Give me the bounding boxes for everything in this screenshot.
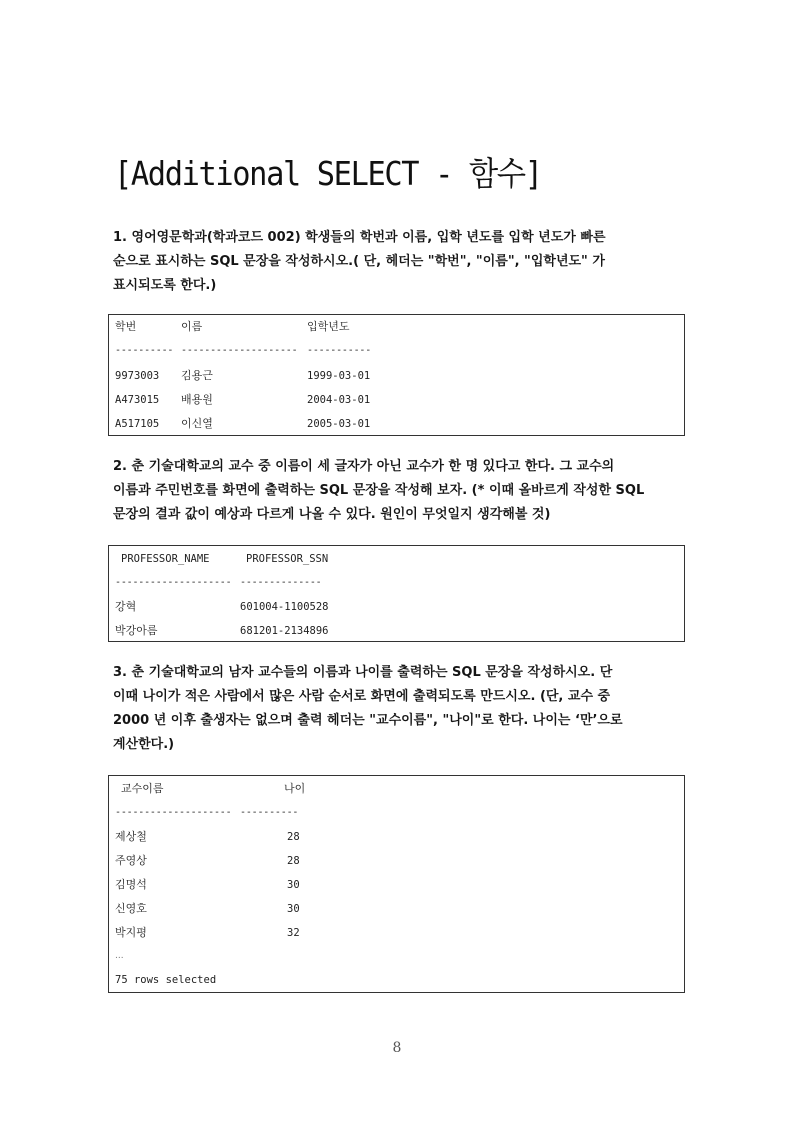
question-3-line: 이때 나이가 적은 사람에서 많은 사람 순서로 화면에 출력되도록 만드시오. (단, 교수 중 [113, 689, 611, 704]
column-header: 학번 [115, 320, 137, 333]
entrance-date: 1999-03-01 [307, 370, 371, 382]
question-2-line: 문장의 결과 값이 예상과 다르게 나올 수 있다. 원인이 무엇일지 생각해볼 것) [113, 507, 551, 522]
question-3-line: 계산한다.) [113, 737, 175, 752]
result-footer-row [109, 970, 684, 990]
table-row [109, 414, 684, 434]
table-row [109, 827, 684, 847]
table-row [109, 923, 684, 943]
student-name: 김용근 [181, 369, 213, 382]
column-header: 입학년도 [307, 320, 350, 333]
question-2 [113, 455, 698, 527]
question-2-line: 2. 춘 기술대학교의 교수 중 이름이 세 글자가 아닌 교수가 한 명 있다고 한다. 그 교수의 [113, 459, 615, 474]
result-header-row [109, 549, 684, 569]
column-header: PROFESSOR_SSN [246, 553, 329, 565]
result-box-2 [108, 545, 685, 642]
separator: -------------------- [181, 345, 298, 356]
student-id: A473015 [115, 394, 160, 406]
ellipsis-row [109, 946, 684, 966]
professor-age: 30 [287, 879, 300, 891]
professor-name: 강혁 [115, 600, 137, 613]
entrance-date: 2004-03-01 [307, 394, 371, 406]
professor-age: 28 [287, 831, 300, 843]
table-row [109, 366, 684, 386]
question-3-line: 2000 년 이후 출생자는 없으며 출력 헤더는 "교수이름", "나이"로 한다. 나이는 ‘만’으로 [113, 713, 623, 728]
student-name: 배용원 [181, 393, 213, 406]
professor-name: 박지평 [115, 926, 147, 939]
result-header-row [109, 317, 684, 337]
result-separator-row [109, 341, 684, 361]
column-header: 이름 [181, 320, 203, 333]
question-1-line: 표시되도록 한다.) [113, 278, 217, 293]
page-title: [Additional SELECT - 함수] [114, 154, 542, 193]
table-row [109, 621, 684, 641]
separator: -------------------- [115, 577, 232, 588]
student-id: 9973003 [115, 370, 160, 382]
separator: -------------- [240, 577, 322, 588]
entrance-date: 2005-03-01 [307, 418, 371, 430]
professor-name: 박강아름 [115, 624, 158, 637]
question-2-line: 이름과 주민번호를 화면에 출력하는 SQL 문장을 작성해 보자. (* 이때 올바르게 작성한 SQL [113, 483, 645, 498]
rows-selected-count: 75 rows selected [115, 974, 217, 986]
professor-age: 28 [287, 855, 300, 867]
professor-age: 32 [287, 927, 300, 939]
result-box-1 [108, 314, 685, 436]
table-row [109, 875, 684, 895]
separator: ---------- [240, 807, 299, 818]
professor-name: 제상철 [115, 830, 147, 843]
professor-name: 신영호 [115, 902, 147, 915]
result-header-row [109, 779, 684, 799]
question-3 [113, 661, 698, 757]
question-1-line: 순으로 표시하는 SQL 문장을 작성하시오.( 단, 헤더는 "학번", "이름", "입학년도" 가 [113, 254, 605, 269]
page-number: 8 [392, 1040, 402, 1056]
student-name: 이신열 [181, 417, 213, 430]
question-3-line: 3. 춘 기술대학교의 남자 교수들의 이름과 나이를 출력하는 SQL 문장을 작성하시오. 단 [113, 665, 613, 680]
column-header: 나이 [284, 782, 306, 795]
result-separator-row [109, 573, 684, 593]
table-row [109, 597, 684, 617]
separator: ----------- [307, 345, 372, 356]
separator: ---------- [115, 345, 174, 356]
ellipsis: ... [115, 951, 124, 961]
professor-name: 김명석 [115, 878, 147, 891]
question-1 [113, 226, 698, 298]
table-row [109, 390, 684, 410]
result-separator-row [109, 803, 684, 823]
table-row [109, 851, 684, 871]
result-box-3 [108, 775, 685, 993]
professor-ssn: 601004-1100528 [240, 601, 329, 613]
professor-ssn: 681201-2134896 [240, 625, 329, 637]
column-header: 교수이름 [121, 782, 164, 795]
question-1-line: 1. 영어영문학과(학과코드 002) 학생들의 학번과 이름, 입학 년도를 입학 년도가 빠른 [113, 230, 606, 245]
student-id: A517105 [115, 418, 160, 430]
separator: -------------------- [115, 807, 232, 818]
table-row [109, 899, 684, 919]
column-header: PROFESSOR_NAME [121, 553, 210, 565]
professor-age: 30 [287, 903, 300, 915]
professor-name: 주영상 [115, 854, 147, 867]
